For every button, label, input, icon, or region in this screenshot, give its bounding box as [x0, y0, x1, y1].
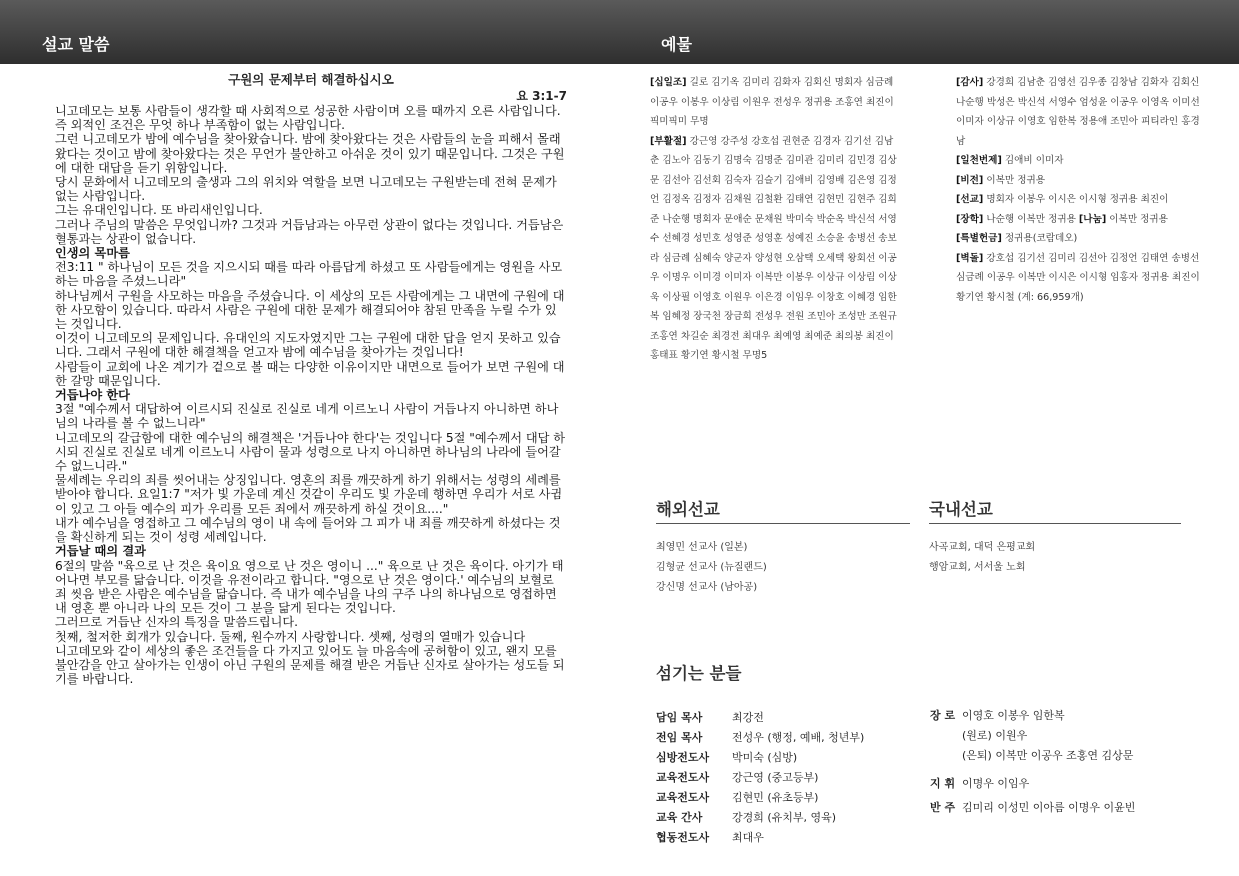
sermon-body	[55, 104, 567, 686]
staff-name: 이영호 이봉우 임한복	[962, 709, 1065, 722]
offering-category: [감사]	[956, 77, 984, 88]
offering-names: 이복만 정귀용	[983, 174, 1046, 186]
staff-role: 협동전도사	[656, 831, 710, 844]
staff-row	[930, 746, 1135, 766]
sermon-paragraph: 전3:11 " 하나님이 모든 것을 지으시되 때를 따라 아름답게 하셨고 또 사람들에게는 영원을 사모하는 마음을 주셨느니라"	[55, 260, 563, 289]
staff-role: 반 주	[930, 801, 956, 814]
offering-names: 나순행 이복만 정귀용	[983, 213, 1079, 225]
sermon-paragraph: 니고데모는 보통 사람들이 생각할 때 사회적으로 성공한 사람이며 오를 때까지 오른 사람입니다. 즉 외적인 조건은 무엇 하나 부족함이 없는 사람입니다.	[55, 104, 561, 133]
staff-row	[930, 726, 1135, 746]
staff-name: 박미숙 (심방)	[732, 751, 798, 764]
sermon-paragraph: 그러나 주님의 말씀은 무엇입니까? 그것과 거듭남과는 아무런 상관이 없다는 것입니다. 거듭남은 혈통과는 상관이 없습니다.	[55, 217, 564, 246]
offering-names: 강호섭 김기선 김미리 김선아 김정언 김태연 송병선 심금례 이공우 이복만 이시은 이시형 임홍자 정귀용 최진이 황기연 황시철 (계: 66,959개)	[956, 252, 1200, 303]
offering-category: [부활절]	[650, 135, 687, 147]
sermon-paragraph: 6절의 말씀 "육으로 난 것은 육이요 영으로 난 것은 영이니 ..." 육으로 난 것은 육이다. 아기가 태어나면 부모를 닮습니다. 이것을 유전이라고 합니다. "영으로 난 것은 영이다.' 예수님의 보혈로 죄 씻음 받은 사람은 예수님을 닮습니다. 즉 내가 예수님을 나의 구주 나의 하나님으로 영접하면 내 영혼 뿐 아니라 나의 모든 것이 그 분을 닮게 된다는 것입니다.	[55, 558, 564, 616]
servants-title: 섬기는 분들	[656, 664, 742, 683]
offering-category: [일천번제]	[956, 155, 1002, 166]
offering-entry	[650, 132, 900, 366]
staff-row	[656, 708, 864, 728]
staff-name: 김미리 이성민 이아름 이명우 이윤빈	[962, 801, 1136, 814]
staff-row	[656, 788, 864, 808]
offering-category: [벽돌]	[956, 252, 984, 264]
sermon-paragraph: 물세례는 우리의 죄를 씻어내는 상징입니다. 영혼의 죄를 깨끗하게 하기 위해서는 성령의 세례를 받아야 합니다. 요일1:7 "저가 빛 가운데 계신 것같이 우리도 빛 가운데 행하면 우리가 서로 사귐이 있고 그 아들 예수의 피가 우리를 모든 죄에서 깨끗하게 하실 것이요...."	[55, 473, 563, 516]
offering-column-left	[650, 73, 900, 366]
sermon-verse: 요 3:1-7	[516, 89, 567, 103]
staff-name: 최강전	[732, 711, 764, 724]
offering-category: [선교]	[956, 194, 984, 205]
sermon-paragraph: 이것이 니고데모의 문제입니다. 유대인의 지도자였지만 그는 구원에 대한 답을 얻지 못하고 있습니다. 그래서 구원에 대한 해결책을 얻고자 밤에 예수님을 찾아가는 것입니다!	[55, 331, 561, 360]
offering-section-header: 예물	[661, 35, 692, 54]
offering-category: [십일조]	[650, 77, 687, 88]
staff-role: 장 로	[930, 709, 956, 722]
overseas-missionary: 강신명 선교사 (남아공)	[656, 582, 758, 593]
staff-name: 강경희 (유치부, 영육)	[732, 811, 837, 824]
staff-name: 전성우 (행정, 예배, 청년부)	[732, 731, 865, 744]
sermon-paragraph: 하나님께서 구원을 사모하는 마음을 주셨습니다. 이 세상의 모든 사람에게는 그 내면에 구원에 대한 사모함이 있습니다. 따라서 사람은 구원에 대한 문제가 해결되어야 참된 만족을 누릴 수가 있는 것입니다.	[55, 288, 565, 332]
sermon-paragraph: 니고데모와 같이 세상의 좋은 조건들을 다 가지고 있어도 늘 마음속에 공허함이 있고, 왠지 모를 불안감을 안고 살아가는 인생이 아닌 구원의 문제를 해결 받은 거듭난 신자로 살아가는 성도들 되기를 바랍니다.	[55, 643, 565, 687]
staff-role: 교육전도사	[656, 791, 710, 804]
domestic-divider	[929, 523, 1181, 524]
offering-entry	[956, 249, 1206, 308]
sermon-subheading: 거듭나야 한다	[55, 388, 130, 403]
overseas-missionary: 김형균 선교사 (뉴질랜드)	[656, 562, 767, 573]
staff-row	[930, 774, 1135, 794]
sermon-paragraph: 사람들이 교회에 나온 계기가 겉으로 볼 때는 다양한 이유이지만 내면으로 들어가 보면 구원에 대한 갈망 때문입니다.	[55, 359, 565, 388]
offering-entry	[956, 229, 1206, 249]
sermon-paragraph: 그는 유대인입니다. 또 바리새인입니다.	[55, 203, 263, 218]
staff-row	[656, 808, 864, 828]
staff-role: 심방전도사	[656, 751, 710, 764]
sermon-paragraph: 그런 니고데모가 밤에 예수님을 찾아왔습니다. 밤에 찾아왔다는 것은 사람들의 눈을 피해서 몰래 왔다는 것이고 밤에 찾아왔다는 것은 무언가 불안하고 아쉬운 것이 있기 때문입니다. 그것은 구원에 대한 대답을 듣기 위함입니다.	[55, 132, 565, 175]
domestic-church: 사곡교회, 대덕 은평교회	[929, 542, 1036, 553]
overseas-divider	[656, 523, 910, 524]
offering-category: [나눔]	[1078, 213, 1107, 225]
staff-row	[656, 748, 864, 768]
sermon-paragraph: 니고데모의 갈급함에 대한 예수님의 해결책은 '거듭나야 한다'는 것입니다 5절 "예수께서 대답 하시되 진실로 진실로 네게 이르노니 사람이 물과 성령으로 나지 아니하면 하나님의 나라에 들어갈 수 없느니라."	[55, 430, 566, 474]
overseas-mission-title: 해외선교	[656, 500, 720, 519]
offering-names: 명회자 이봉우 이시은 이시형 정귀용 최진이	[983, 194, 1169, 205]
staff-role: 지 휘	[930, 777, 956, 790]
offering-entry	[956, 171, 1206, 191]
staff-row	[930, 798, 1135, 818]
staff-row	[656, 768, 864, 788]
sermon-paragraph: 그러므로 거듭난 신자의 특징을 말씀드립니다.	[55, 615, 299, 630]
sermon-subheading: 인생의 목마름	[55, 246, 130, 261]
header-bar	[0, 0, 1239, 64]
sermon-paragraph: 3절 "예수께서 대답하여 이르시되 진실로 진실로 네게 이르노니 사람이 거듭나지 아니하면 하나님의 나라를 볼 수 없느니라"	[55, 402, 559, 431]
staff-list-left	[656, 708, 864, 848]
sermon-paragraph: 내가 예수님을 영접하고 그 예수님의 영이 내 속에 들어와 그 피가 내 죄를 깨끗하게 하셨다는 것을 확신하게 되는 것이 성령 세례입니다.	[55, 515, 561, 545]
staff-role: 전임 목사	[656, 731, 703, 744]
offering-names: 이복만 정귀용	[1106, 213, 1168, 225]
staff-list-right	[930, 706, 1135, 818]
overseas-missionary: 최영민 선교사 (일본)	[656, 542, 748, 553]
sermon-column	[55, 72, 567, 686]
offering-entry	[956, 210, 1206, 230]
sermon-subheading: 거듭날 때의 결과	[55, 544, 146, 559]
staff-role: 교육 간사	[656, 811, 703, 824]
offering-entry	[650, 73, 900, 132]
staff-name: 이명우 이임우	[962, 777, 1030, 790]
offering-names: 김애비 이미자	[1001, 155, 1064, 166]
staff-name: 최대우	[732, 831, 764, 844]
staff-name: (원로) 이원우	[962, 729, 1028, 742]
domestic-mission-list	[929, 538, 1181, 578]
offering-category: [비전]	[956, 174, 984, 186]
offering-entry	[956, 190, 1206, 210]
staff-name: (은퇴) 이복만 이공우 조홍연 김상문	[962, 749, 1134, 762]
sermon-title: 구원의 문제부터 해결하십시오	[228, 72, 394, 87]
offering-entry	[956, 73, 1206, 151]
staff-row	[656, 828, 864, 848]
offering-names: 정귀용(코람데오)	[1001, 233, 1078, 244]
offering-column-right	[956, 73, 1206, 307]
sermon-paragraph: 첫째, 철저한 회개가 있습니다. 둘째, 원수까지 사랑합니다. 셋째, 성령의 열매가 있습니다	[55, 629, 526, 644]
staff-row	[656, 728, 864, 748]
sermon-paragraph: 당시 문화에서 니고데모의 출생과 그의 위치와 역할을 보면 니고데모는 구원받는데 전혀 문제가 없는 사람입니다.	[55, 175, 557, 204]
domestic-church: 행암교회, 서서울 노회	[929, 562, 1026, 573]
staff-name: 김현민 (유초등부)	[732, 791, 819, 804]
staff-role: 담임 목사	[656, 711, 703, 724]
overseas-mission-list	[656, 538, 910, 598]
offering-names: 강경희 김남춘 김영선 김우종 김창남 김화자 김회신 나순행 박성은 박신석 서영수 엄성윤 이공우 이영옥 이미선 이미자 이상규 이영호 임한복 정용애 조민아 피티라인 홍경남	[956, 77, 1200, 147]
offering-names: 길로 김기옥 김미리 김화자 김회신 명회자 심금례 이공우 이봉우 이상림 이원우 전성우 정귀용 조홍연 최진이 픽미픽미 무명	[650, 77, 894, 127]
offering-names: 강근영 강주성 강호섭 권현준 김경자 김기선 김남춘 김노아 김동기 김명숙 김명준 김미관 김미리 김민경 김상문 김선아 김선회 김숙자 김슬기 김애비 김영배 김은영 김정언 김정옥 김정자 김채원 김철환 김태연 김현민 김현주 김희준 나순행 명회자 문애순 문채원 박미숙 박순옥 박신석 서영수 선혜경 성민호 성영준 성영훈 성예진 소승윤 송병선 송보라 심금례 심혜숙 양군자 양성현 오삼택 오세택 왕회선 이공우 이명우 이미경 이미자 이복만 이봉우 이상규 이상림 이상욱 이상필 이영호 이원우 이은경 이임우 이창호 이혜경 임한복 임혜정 장국천 장금희 전성우 전원 조민아 조성만 조원규 조홍연 차길순 최경전 최대우 최예영 최예준 최의봉 최진이 홍태표 황기연 황시철 무명5	[650, 135, 897, 361]
sermon-section-header: 설교 말씀	[42, 35, 110, 54]
offering-category: [특별헌금]	[956, 233, 1002, 244]
domestic-mission-title: 국내선교	[929, 500, 993, 519]
offering-category: [장학]	[956, 213, 984, 225]
staff-name: 강근영 (중고등부)	[732, 771, 819, 784]
offering-entry	[956, 151, 1206, 171]
staff-row	[930, 706, 1135, 726]
staff-role: 교육전도사	[656, 771, 710, 784]
